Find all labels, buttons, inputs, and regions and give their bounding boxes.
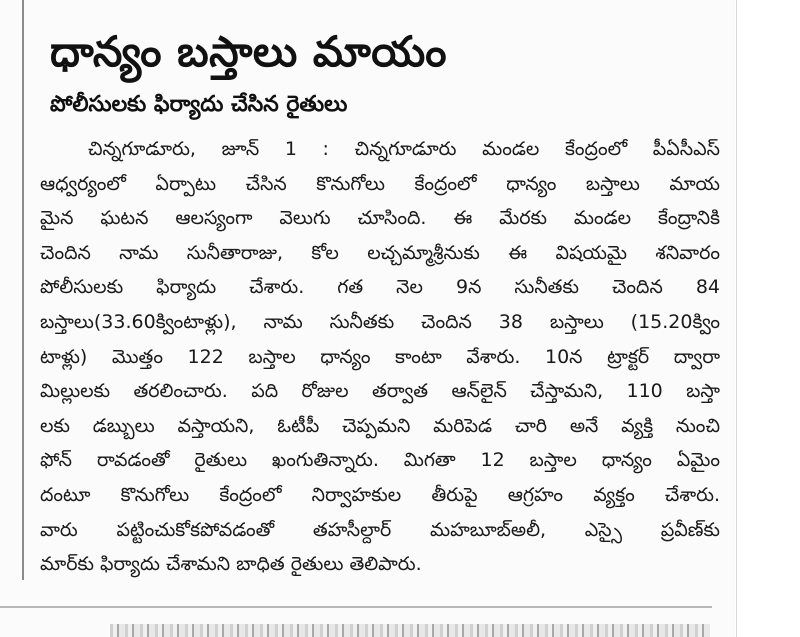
- column-divider-left: [22, 0, 24, 580]
- article-body: [40, 132, 720, 582]
- body-line: బస్తాలు(33.60క్వింటాళ్లు), నామ సునీతకు చెందిన 38 బస్తాలు (15.20క్విం: [40, 310, 720, 333]
- bottom-divider: [0, 606, 712, 608]
- body-line: మైన ఘటన ఆలస్యంగా వెలుగు చూసింది. ఈ మేరకు మండల కేంద్రానికి: [40, 207, 720, 230]
- next-article-strip: [110, 624, 710, 637]
- body-line: ఆధ్వర్యంలో ఏర్పాటు చేసిన కొనుగోలు కేంద్రంలో ధాన్యం బస్తాలు మాయ: [40, 172, 720, 195]
- body-line: చిన్నగూడూరు, జూన్ 1 : చిన్నగూడూరు మండల కేంద్రంలో పీఏసీఎస్: [88, 138, 720, 160]
- body-line: వారు పట్టించుకోకపోవడంతో తహసీల్దార్ మహబూబ్అలీ, ఎస్సై ప్రవీణ్‌కు: [40, 518, 720, 541]
- body-line: మార్‌కు ఫిర్యాదు చేశామని బాధిత రైతులు తెలిపారు.: [40, 553, 422, 576]
- article-headline: ధాన్యం బస్తాలు మాయం: [50, 27, 448, 76]
- body-line: ఫోన్ రావడంతో రైతులు ఖంగుతిన్నారు. మిగతా 12 బస్తాల ధాన్యం ఏమైం: [40, 449, 720, 472]
- body-line: లకు డబ్బులు వస్తాయని, ఓటీపీ చెప్పమని మరిపెడ చారి అనే వ్యక్తి నుంచి: [40, 414, 720, 437]
- article-subheadline: పోలీసులకు ఫిర్యాదు చేసిన రైతులు: [50, 92, 348, 117]
- body-line: మిల్లులకు తరలించారు. పది రోజుల తర్వాత ఆన్‌లైన్ చేస్తామని, 110 బస్తా: [40, 380, 720, 403]
- column-divider-right: [736, 0, 737, 637]
- page-margin-right: [735, 0, 800, 637]
- body-line: చెందిన నామ సునీతారాజు, కోల లచ్చమ్మాశ్రీనుకు ఈ విషయమై శనివారం: [40, 241, 720, 264]
- body-line: పోలీసులకు ఫిర్యాదు చేశారు. గత నెల 9న సునీతకు చెందిన 84: [40, 276, 720, 299]
- body-line: దంటూ కొనుగోలు కేంద్రంలో నిర్వాహకుల తీరుపై ఆగ్రహం వ్యక్తం చేశారు.: [40, 483, 720, 506]
- body-line: టాళ్లు) మొత్తం 122 బస్తాల ధాన్యం కాంటా వేశారు. 10న ట్రాక్టర్ ద్వారా: [40, 345, 720, 368]
